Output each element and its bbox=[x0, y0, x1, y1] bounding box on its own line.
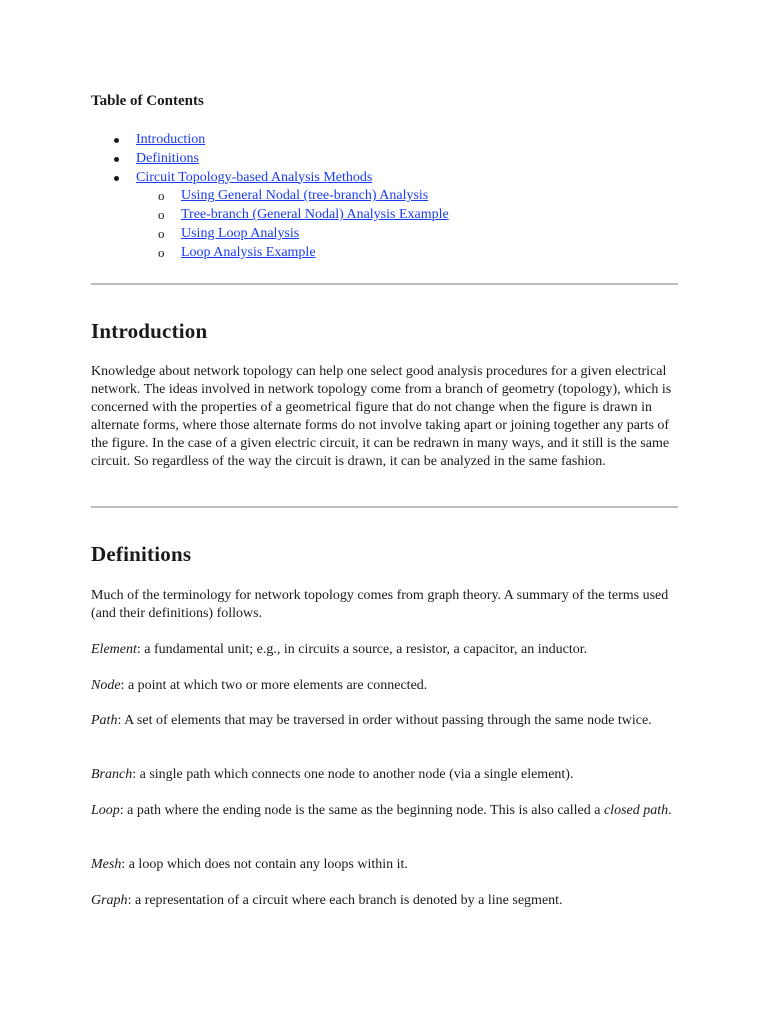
toc-subitem-nodal-example bbox=[136, 206, 449, 225]
toc-subitem-nodal-analysis bbox=[136, 187, 449, 206]
toc-link-introduction[interactable]: Introduction bbox=[136, 132, 206, 147]
introduction-paragraph: Knowledge about network topology can help one select good analysis procedures for a given electrical network. The ideas involved in network topology come from a branch of geometry (topology), which is concerned with the properties of a geometrical figure that do not change when the figure is drawn in alternate forms, where those alternate forms do not involve taking apart or joining together any parts of the figure. In the case of a given electric circuit, it can be redrawn in many ways, and it still is the same circuit. So regardless of the way the circuit is drawn, it can be analyzed in the same fashion. bbox=[91, 364, 672, 469]
toc-title: Table of Contents bbox=[91, 93, 204, 109]
toc-list bbox=[91, 131, 449, 263]
introduction-heading: Introduction bbox=[91, 319, 208, 343]
toc-link-nodal-example[interactable]: Tree-branch (General Nodal) Analysis Example bbox=[181, 207, 449, 223]
definition-term: Path bbox=[91, 713, 118, 728]
definitions-intro-paragraph: Much of the terminology for network topology comes from graph theory. A summary of the terms used (and their definitions) follows. bbox=[91, 588, 669, 621]
definitions-heading: Definitions bbox=[91, 542, 192, 566]
toc-link-loop-analysis[interactable]: Using Loop Analysis bbox=[181, 225, 300, 241]
toc-subitem-loop-example bbox=[136, 244, 449, 263]
toc-item-analysis-methods bbox=[91, 169, 449, 263]
toc-link-analysis-methods[interactable]: Circuit Topology-based Analysis Methods bbox=[136, 169, 373, 185]
definition-term: Branch bbox=[91, 767, 133, 782]
toc-sublist bbox=[136, 187, 449, 262]
definition-path bbox=[91, 712, 679, 730]
definition-node bbox=[91, 677, 679, 695]
definition-term: Mesh bbox=[91, 857, 122, 872]
toc-link-definitions[interactable]: Definitions bbox=[136, 150, 199, 166]
definition-extra-term: closed path bbox=[603, 803, 669, 818]
definition-text: : a path where the ending node is the same as the beginning node. This is also called a bbox=[119, 803, 604, 818]
definition-graph bbox=[91, 892, 679, 910]
definition-branch bbox=[91, 766, 679, 784]
definition-term: Loop bbox=[91, 803, 120, 818]
definition-text: : a representation of a circuit where each branch is denoted by a line segment. bbox=[127, 893, 563, 908]
definition-text: : a fundamental unit; e.g., in circuits a source, a resistor, a capacitor, an inductor. bbox=[136, 642, 588, 657]
divider bbox=[91, 506, 678, 508]
definition-tail: . bbox=[668, 803, 672, 818]
definition-loop bbox=[91, 802, 679, 820]
definition-element bbox=[91, 641, 679, 659]
definition-term: Node bbox=[91, 678, 121, 693]
definition-text: : a point at which two or more elements are connected. bbox=[120, 678, 428, 693]
definition-term: Element bbox=[91, 642, 137, 657]
toc-subitem-loop-analysis bbox=[136, 225, 449, 244]
definition-text: : a loop which does not contain any loops within it. bbox=[121, 857, 408, 872]
divider bbox=[91, 283, 678, 285]
definition-term: Graph bbox=[91, 893, 128, 908]
definition-mesh bbox=[91, 856, 679, 874]
toc-item-definitions bbox=[91, 150, 449, 169]
definition-text: : a single path which connects one node to another node (via a single element). bbox=[132, 767, 574, 782]
toc-item-introduction bbox=[91, 131, 449, 150]
definition-text: : A set of elements that may be traversed in order without passing through the same node twice. bbox=[117, 713, 652, 728]
toc-link-nodal-analysis[interactable]: Using General Nodal (tree-branch) Analysis bbox=[181, 188, 429, 204]
toc-link-loop-example[interactable]: Loop Analysis Example bbox=[181, 244, 316, 260]
